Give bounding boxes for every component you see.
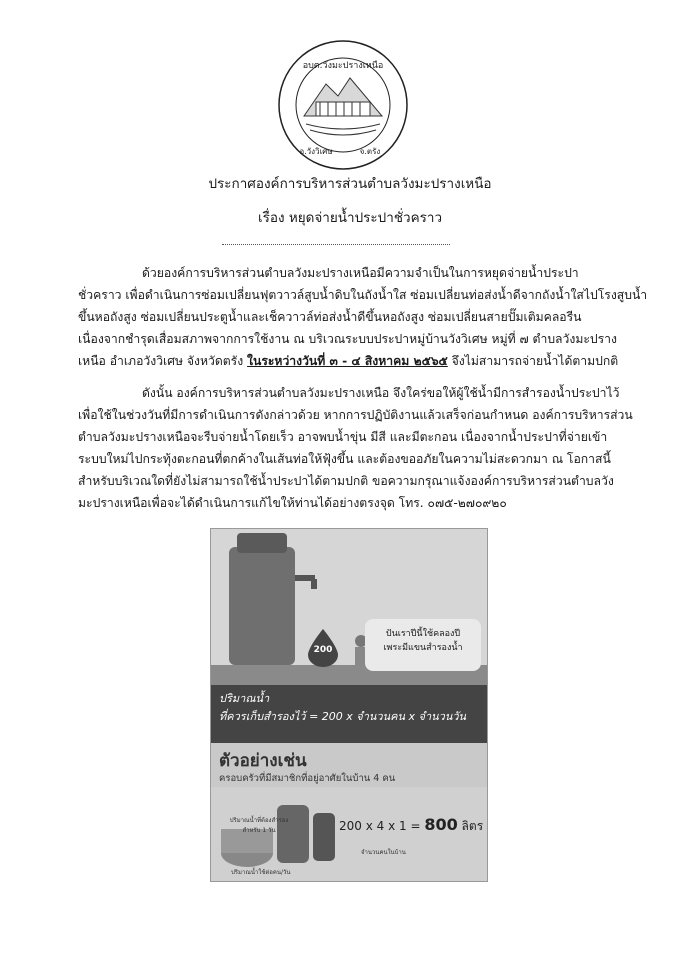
p2-line-1: ดังนั้น องค์การบริหารส่วนตำบลวังมะปรางเหนือ จึงใคร่ขอให้ผู้ใช้น้ำมีการสำรองน้ำประปาไว้ — [142, 386, 620, 400]
paragraph-2 — [78, 382, 638, 514]
formula-unit: ลิตร — [457, 819, 484, 833]
example-formula — [339, 815, 483, 836]
suspension-date: ในระหว่างวันที่ ๓ - ๔ สิงหาคม ๒๕๖๕ — [247, 354, 448, 368]
seal-bottom-left-text: อ.วังวิเศษ — [299, 147, 333, 156]
p1-line-4: เนื่องจากชำรุดเสื่อมสภาพจากการใช้งาน ณ บริเวณระบบประปาหมู่บ้านวังวิเศษ หมู่ที่ ๗ ตำบลวังมะปราง — [78, 332, 617, 346]
p2-line-2: เพื่อใช้ในช่วงวันที่มีการดำเนินการดังกล่าวด้วย หากการปฏิบัติงานแล้วเสร็จก่อนกำหนด องค์การบริหารส่วน — [78, 408, 633, 422]
water-tank-icon — [229, 547, 295, 665]
caption-middle: จำนวนคนในบ้าน — [361, 849, 406, 856]
p1-line-1: ด้วยองค์การบริหารส่วนตำบลวังมะปรางเหนือมีความจำเป็นในการหยุดจ่ายน้ำประปา — [142, 266, 579, 280]
drop-value: 200 — [313, 645, 333, 655]
organization-seal — [276, 38, 410, 172]
formula-result: 800 — [424, 815, 458, 834]
seal-top-text: อบต.วังมะปรางเหนือ — [302, 61, 384, 71]
p2-line-6: มะปรางเหนือเพื่อจะได้ดำเนินการแก้ไขให้ท่านได้อย่างตรงจุด โทร. ๐๗๕-๒๗๐๙๒๐ — [78, 496, 507, 510]
water-drop-icon — [308, 629, 338, 667]
p2-line-5: สำหรับบริเวณใดที่ยังไม่สามารถใช้น้ำประปาได้ตามปกติ ขอความกรุณาแจ้งองค์การบริหารส่วนตำบลวัง — [78, 474, 614, 488]
announcement-subject: เรื่อง หยุดจ่ายน้ำประปาชั่วคราว — [257, 210, 443, 226]
formula-band — [211, 685, 487, 743]
caption-left: ปริมาณน้ำที่ต้องสำรอง สำหรับ 1 วัน — [229, 817, 289, 834]
bubble-line-2: เพระมีแขนสำรองน้ำ — [383, 643, 463, 653]
divider — [222, 244, 450, 245]
formula-prefix: 200 x 4 x 1 = — [339, 819, 425, 833]
p1-line-5 — [78, 350, 638, 372]
p2-line-4: ระบบใหม่ไปกระทุ้งตะกอนที่ตกค้างในเส้นท่อให้ฟุ้งขึ้น และต้องขออภัยในความไม่สะดวกมา ณ โอกาสนี้ — [78, 452, 611, 466]
example-subtitle: ครอบครัวที่มีสมาชิกที่อยู่อาศัยในบ้าน 4 คน — [219, 773, 396, 784]
p2-line-3: ตำบลวังมะปรางเหนือจะรีบจ่ายน้ำโดยเร็ว อาจพบน้ำขุ่น มีสี และมีตะกอน เนื่องจากน้ำประปาที่จ่ายเข้า — [78, 430, 608, 444]
caption-bottom: ปริมาณน้ำใช้ต่อคน/วัน — [231, 869, 291, 876]
band-formula: ที่ควรเก็บสำรองไว้ = 200 x จำนวนคน x จำนวนวัน — [219, 710, 467, 723]
band-heading: ปริมาณน้ำ — [219, 692, 270, 705]
paragraph-1 — [78, 262, 648, 372]
speech-bubble — [365, 619, 481, 671]
bubble-line-1: ปันเราปีนี้ใช้คลองปี — [385, 629, 461, 639]
p1-line-2: ชั่วคราว เพื่อดำเนินการซ่อมเปลี่ยนฟุตวาวล์สูบน้ำดิบในถังน้ำใส ซ่อมเปลี่ยนท่อส่งน้ำดีจากถังน้ำใสไปโรงสูบน้ำ — [78, 288, 648, 302]
p1-line-3: ขึ้นหอถังสูง ซ่อมเปลี่ยนประตูน้ำและเช็ควาวล์ท่อส่งน้ำดีขึ้นหอถังสูง ซ่อมเปลี่ยนสายปั๊มเติมคลอรีน — [78, 310, 582, 324]
seal-bottom-right-text: จ.ตรัง — [359, 147, 381, 156]
announcement-title: ประกาศองค์การบริหารส่วนตำบลวังมะปรางเหนือ — [208, 176, 492, 192]
p1-line-5-start: เหนือ อำเภอวังวิเศษ จังหวัดตรัง — [78, 354, 248, 368]
p1-line-5-end: จึงไม่สามารถจ่ายน้ำได้ตามปกติ — [447, 354, 619, 368]
example-title: ตัวอย่างเช่น — [219, 751, 307, 771]
water-reserve-infographic — [210, 528, 488, 882]
